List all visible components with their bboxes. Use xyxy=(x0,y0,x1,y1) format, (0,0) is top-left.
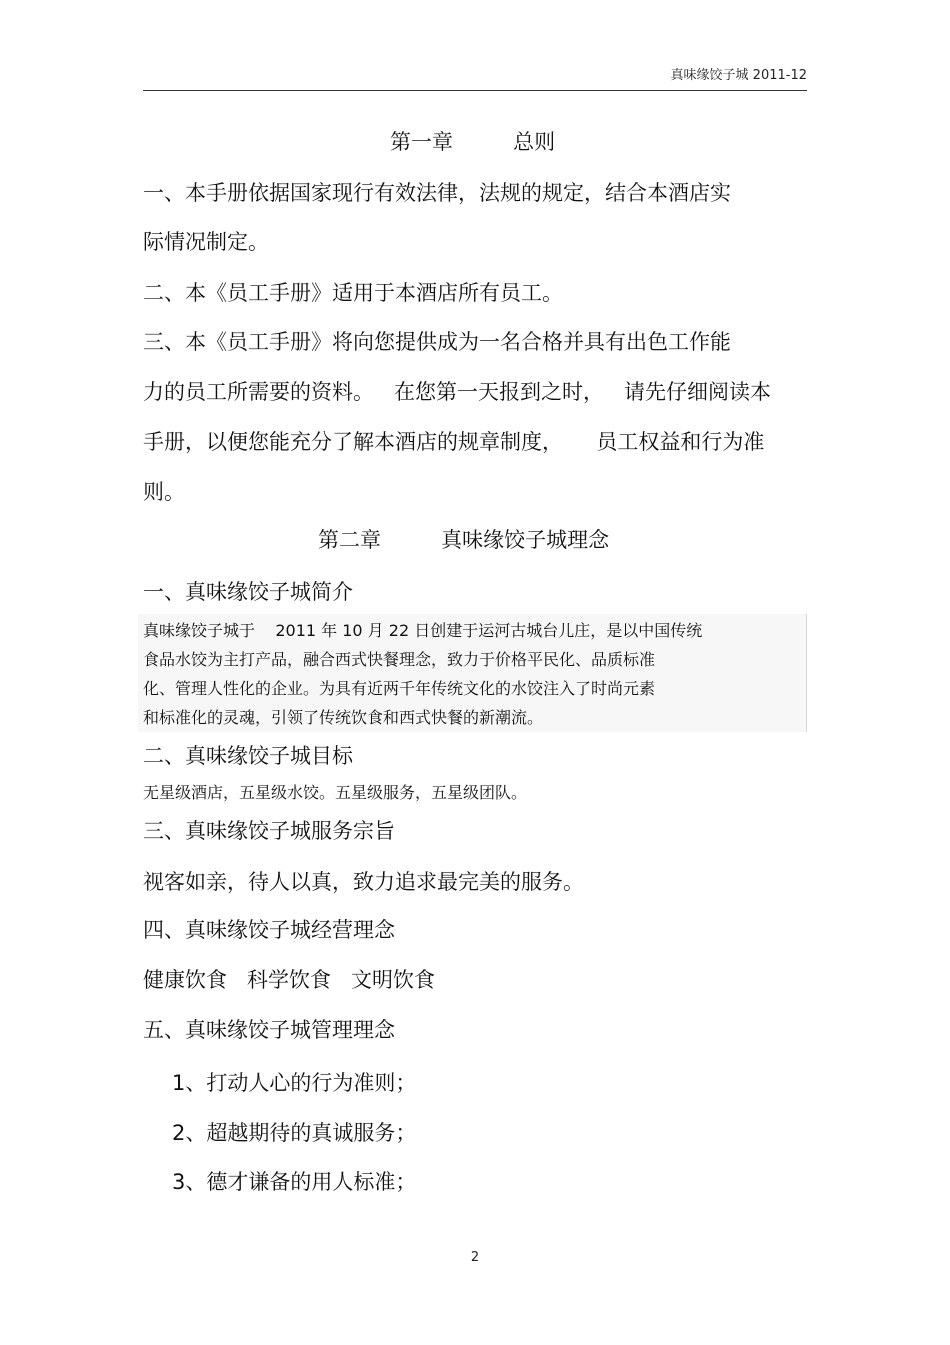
chapter-1-line: 则。 xyxy=(143,480,185,504)
intro-line: 食品水饺为主打产品，融合西式快餐理念，致力于价格平民化、品质标准 xyxy=(143,650,656,669)
chapter-1-line: 际情况制定。 xyxy=(143,230,269,254)
management-item: 1、打动人心的行为准则； xyxy=(172,1071,417,1095)
intro-line: 真味缘饺子城于 2011 年 10 月 22 日创建于运河古城台儿庄，是以中国传统 xyxy=(143,621,703,640)
running-header: 真味缘饺子城 2011-12 xyxy=(670,68,807,83)
management-item: 2、超越期待的真诚服务； xyxy=(172,1121,417,1145)
intro-line: 和标准化的灵魂，引领了传统饮食和西式快餐的新潮流。 xyxy=(143,708,544,727)
chapter-1-title: 第一章 总则 xyxy=(390,130,556,154)
chapter-1-line: 一、本手册依据国家现行有效法律，法规的规定，结合本酒店实 xyxy=(143,181,731,205)
goal-text: 无星级酒店，五星级水饺。五星级服务，五星级团队。 xyxy=(143,783,528,802)
intro-line: 化、管理人性化的企业。为具有近两千年传统文化的水饺注入了时尚元素 xyxy=(143,679,656,698)
header-rule xyxy=(143,90,807,91)
section-heading-business: 四、真味缘饺子城经营理念 xyxy=(143,918,395,942)
management-item: 3、德才谦备的用人标准； xyxy=(172,1170,417,1194)
chapter-2-title: 第二章 真味缘饺子城理念 xyxy=(318,528,610,552)
service-text: 视客如亲，待人以真，致力追求最完美的服务。 xyxy=(143,870,584,894)
business-text: 健康饮食 科学饮食 文明饮食 xyxy=(143,968,436,992)
section-heading-management: 五、真味缘饺子城管理理念 xyxy=(143,1018,395,1042)
section-heading-service: 三、真味缘饺子城服务宗旨 xyxy=(143,819,395,843)
page-number: 2 xyxy=(470,1250,480,1265)
chapter-1-line: 三、本《员工手册》将向您提供成为一名合格并具有出色工作能 xyxy=(143,330,731,354)
chapter-1-line: 手册，以便您能充分了解本酒店的规章制度， 员工权益和行为准 xyxy=(143,430,765,454)
chapter-1-line: 力的员工所需要的资料。 在您第一天报到之时， 请先仔细阅读本 xyxy=(143,380,772,404)
chapter-1-line: 二、本《员工手册》适用于本酒店所有员工。 xyxy=(143,281,563,305)
section-heading-intro: 一、真味缘饺子城简介 xyxy=(143,580,353,604)
section-heading-goal: 二、真味缘饺子城目标 xyxy=(143,744,353,768)
